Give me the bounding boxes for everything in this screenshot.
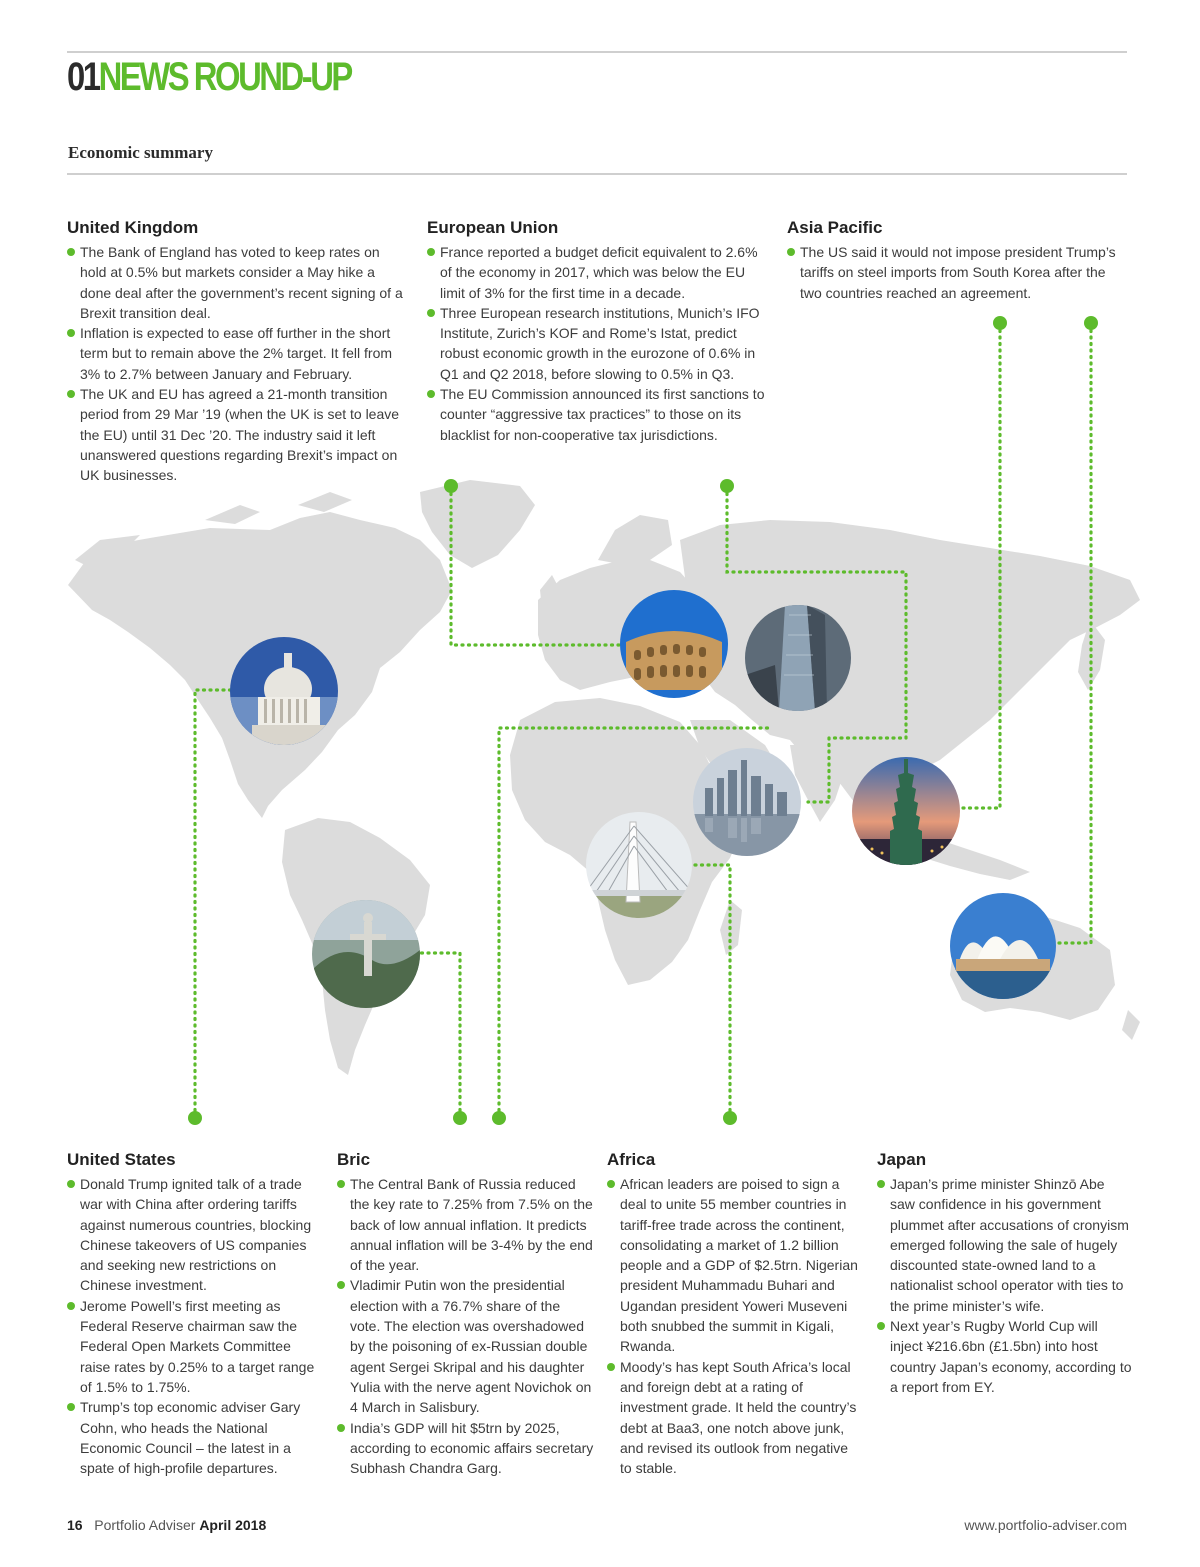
- bullet-list: [787, 242, 1127, 303]
- bullet-item: [67, 1296, 322, 1397]
- asia-endpoint-dot: [993, 316, 1007, 330]
- bullet-dot-icon: [427, 390, 435, 398]
- bullet-item: [787, 242, 1127, 303]
- bullet-text: Three European research institutions, Munich’s IFO Institute, Zurich’s KOF and Rome’s Istat, predict robust economic growth in the eurozone of 0.6% in Q1 and Q2 2018, before slowing to 0.5% in Q3.: [440, 304, 760, 382]
- us-capitol-photo: [230, 637, 338, 745]
- region-title: Bric: [337, 1150, 371, 1169]
- bullet-item: [337, 1418, 594, 1479]
- bullet-text: Next year’s Rugby World Cup will inject ¥216.6bn (£1.5bn) into host country Japan’s economy, according to a report from EY.: [890, 1318, 1132, 1395]
- bullet-dot-icon: [67, 329, 75, 337]
- issue-date: April 2018: [199, 1517, 267, 1533]
- africa-endpoint-dot: [723, 1111, 737, 1125]
- statue-icon: [312, 900, 420, 1008]
- bullet-dot-icon: [787, 248, 795, 256]
- bullet-dot-icon: [427, 309, 435, 317]
- footer-left: [67, 1517, 266, 1533]
- bullet-text: The UK and EU has agreed a 21-month transition period from 29 Mar ’19 (when the UK is set to leave the EU) until 31 Dec ’20. The industry said it left unanswered questions regarding Brexit’s impact on UK businesses.: [80, 386, 400, 484]
- bullet-list: [607, 1174, 862, 1478]
- moscow-skyscraper-photo: [745, 605, 851, 711]
- region-united-kingdom: [67, 218, 405, 486]
- region-title: United Kingdom: [67, 218, 199, 237]
- region-bric: [337, 1150, 594, 1478]
- bullet-item: [337, 1275, 594, 1417]
- bullet-item: [67, 1397, 322, 1478]
- bullet-item: [607, 1174, 862, 1357]
- capitol-dome-icon: [230, 637, 338, 745]
- region-title: United States: [67, 1150, 176, 1169]
- bullet-dot-icon: [607, 1180, 615, 1188]
- bullet-text: The Bank of England has voted to keep rates on hold at 0.5% but markets consider a May hike a done deal after the government’s recent signing of a Brexit transition deal.: [80, 244, 403, 321]
- region-africa: [607, 1150, 862, 1478]
- region-asia-pacific: [787, 218, 1127, 303]
- bullet-text: Inflation is expected to ease off further in the short term but to remain above the 2% target. It fell from 3% to 2.7% between January and February.: [80, 325, 393, 382]
- bullet-list: [67, 242, 405, 486]
- us-connector: [195, 690, 232, 1117]
- bullet-text: Donald Trump ignited talk of a trade war with China after ordering tariffs against numerous countries, blocking Chinese takeovers of US companies and seeking new restrictions on Chinese investment.: [80, 1176, 312, 1294]
- rio-christ-photo: [312, 900, 420, 1008]
- bullet-text: Japan’s prime minister Shinzō Abe saw confidence in his government plummet after accusations of cronyism emerged following the sale of hugely discounted state-owned land to a nationalist school operator with ties to the prime minister’s wife.: [890, 1176, 1129, 1314]
- bullet-text: Moody’s has kept South Africa’s local and foreign debt at a rating of investment grade. It held the country’s debt at Baa3, one notch above junk, and revised its outlook from negative to stable.: [620, 1358, 857, 1477]
- region-title: Japan: [877, 1150, 927, 1169]
- colosseum-icon: [620, 590, 728, 698]
- bullet-dot-icon: [877, 1180, 885, 1188]
- region-title: Asia Pacific: [787, 218, 883, 237]
- page-number: 16: [67, 1517, 83, 1533]
- bullet-item: [337, 1174, 594, 1275]
- bullet-item: [427, 242, 769, 303]
- region-european-union: [427, 218, 769, 445]
- bullet-item: [427, 384, 769, 445]
- bullet-list: [427, 242, 769, 445]
- us-endpoint-dot: [188, 1111, 202, 1125]
- bullet-dot-icon: [67, 1302, 75, 1310]
- bullet-text: The EU Commission announced its first sanctions to counter “aggressive tax practices” to those on its blacklist for non-cooperative tax jurisdictions.: [440, 386, 765, 443]
- bullet-text: Trump’s top economic adviser Gary Cohn, who heads the National Economic Council – the latest in a spate of high-profile departures.: [80, 1399, 301, 1477]
- region-title: Africa: [607, 1150, 656, 1169]
- bullet-dot-icon: [337, 1424, 345, 1432]
- bullet-text: Vladimir Putin won the presidential election with a 76.7% share of the vote. The election was overshadowed by the poisoning of ex-Russian double agent Sergei Skripal and his daughter Yulia with the nerve agent Novichok on 4 March in Salisbury.: [350, 1277, 592, 1416]
- rome-colosseum-photo: [620, 590, 728, 698]
- bullet-item: [877, 1316, 1132, 1397]
- bullet-item: [67, 323, 405, 384]
- bullet-text: The Central Bank of Russia reduced the key rate to 7.25% from 7.5% on the back of low annual inflation. It predicts annual inflation will be 3-4% by the end of the year.: [350, 1176, 593, 1274]
- region-title: European Union: [427, 218, 559, 237]
- bullet-dot-icon: [427, 248, 435, 256]
- bullet-dot-icon: [337, 1180, 345, 1188]
- bullet-text: France reported a budget deficit equivalent to 2.6% of the economy in 2017, which was below the EU limit of 3% for the first time in a decade.: [440, 244, 758, 301]
- lagos-bridge-photo: [586, 812, 692, 918]
- bullet-list: [67, 1174, 322, 1478]
- section-title: NEWS ROUND-UP: [98, 55, 351, 99]
- bullet-list: [337, 1174, 594, 1478]
- bullet-dot-icon: [67, 1180, 75, 1188]
- section-number: 01: [67, 55, 99, 99]
- region-united-states: [67, 1150, 322, 1478]
- eu-endpoint-dot-2: [720, 479, 734, 493]
- bullet-item: [67, 242, 405, 323]
- publication-name: Portfolio Adviser: [94, 1517, 196, 1533]
- bric-endpoint-dot: [453, 1111, 467, 1125]
- bullet-item: [427, 303, 769, 384]
- asia-endpoint-dot-2: [1084, 316, 1098, 330]
- bullet-dot-icon: [607, 1363, 615, 1371]
- bric-endpoint-dot-2: [492, 1111, 506, 1125]
- bullet-item: [67, 1174, 322, 1296]
- bullet-item: [877, 1174, 1132, 1316]
- bullet-text: India’s GDP will hit $5trn by 2025, according to economic affairs secretary Subhash Chandra Garg.: [350, 1419, 594, 1477]
- sydney-opera-photo: [950, 893, 1056, 999]
- bullet-dot-icon: [67, 390, 75, 398]
- taipei-tower-photo: [852, 757, 960, 865]
- bullet-dot-icon: [337, 1281, 345, 1289]
- bullet-text: Jerome Powell’s first meeting as Federal Reserve chairman saw the Federal Open Markets Committee raise rates by 0.25% to a target range of 1.5% to 1.75%.: [80, 1297, 315, 1395]
- opera-house-icon: [950, 893, 1056, 999]
- skyscraper-icon: [745, 605, 851, 711]
- bullet-dot-icon: [67, 248, 75, 256]
- bullet-text: The US said it would not impose president Trump’s tariffs on steel imports from South Korea after the two countries reached an agreement.: [800, 244, 1116, 301]
- region-japan: [877, 1150, 1132, 1397]
- bullet-dot-icon: [67, 1403, 75, 1411]
- footer-website[interactable]: www.portfolio-adviser.com: [964, 1517, 1127, 1533]
- bullet-item: [67, 384, 405, 485]
- bullet-item: [607, 1357, 862, 1479]
- page-subtitle: Economic summary: [68, 143, 213, 162]
- bric-rio-connector: [418, 953, 460, 1117]
- dubai-skyline-photo: [693, 748, 801, 856]
- bullet-dot-icon: [877, 1322, 885, 1330]
- bullet-list: [877, 1174, 1132, 1397]
- bridge-icon: [586, 812, 692, 918]
- tower-icon: [852, 757, 960, 865]
- bullet-text: African leaders are poised to sign a deal to unite 55 member countries in tariff-free trade across the continent, consolidating a market of 1.2 billion people and a GDP of $2.5trn. Nigerian president Muhammadu Buhari and Ugandan president Yoweri Museveni both snubbed the summit in Kigali, Rwanda.: [620, 1176, 858, 1355]
- eu-endpoint-dot: [444, 479, 458, 493]
- skyline-icon: [693, 748, 801, 856]
